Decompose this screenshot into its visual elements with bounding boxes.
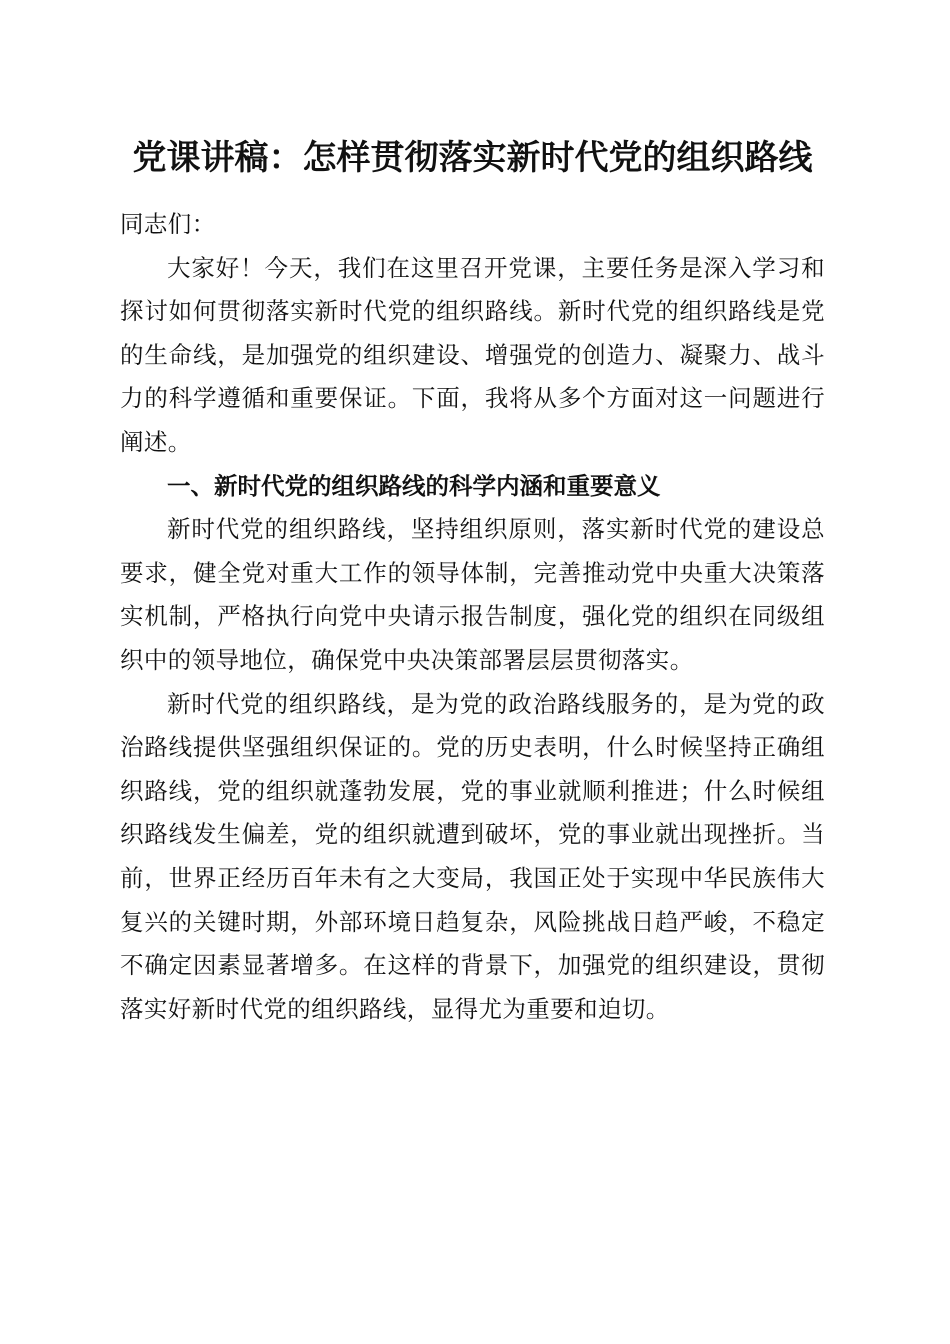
paragraph-intro: 大家好！今天，我们在这里召开党课，主要任务是深入学习和探讨如何贯彻落实新时代党的组织路线。新时代党的组织路线是党的生命线，是加强党的组织建设、增强党的创造力、凝聚力、战斗力的科学遵循和重要保证。下面，我将从多个方面对这一问题进行阐述。: [120, 253, 825, 456]
salutation: 同志们：: [120, 210, 216, 238]
paragraph-section1-a: 新时代党的组织路线，坚持组织原则，落实新时代党的建设总要求，健全党对重大工作的领导体制，完善推动党中央重大决策落实机制，严格执行向党中央请示报告制度，强化党的组织在同级组织中的领导地位，确保党中央决策部署层层贯彻落实。: [120, 515, 825, 674]
paragraph-section1-b: 新时代党的组织路线，是为党的政治路线服务的，是为党的政治路线提供坚强组织保证的。党的历史表明，什么时候坚持正确组织路线，党的组织就蓬勃发展，党的事业就顺利推进；什么时候组织路线发生偏差，党的组织就遭到破坏，党的事业就出现挫折。当前，世界正经历百年未有之大变局，我国正处于实现中华民族伟大复兴的关键时期，外部环境日趋复杂，风险挑战日趋严峻，不稳定不确定因素显著增多。在这样的背景下，加强党的组织建设，贯彻落实好新时代党的组织路线，显得尤为重要和迫切。: [120, 689, 825, 1023]
section-heading-1: 一、新时代党的组织路线的科学内涵和重要意义: [167, 471, 661, 500]
document-title: 党课讲稿：怎样贯彻落实新时代党的组织路线: [132, 138, 813, 178]
document-body: [120, 203, 825, 1031]
